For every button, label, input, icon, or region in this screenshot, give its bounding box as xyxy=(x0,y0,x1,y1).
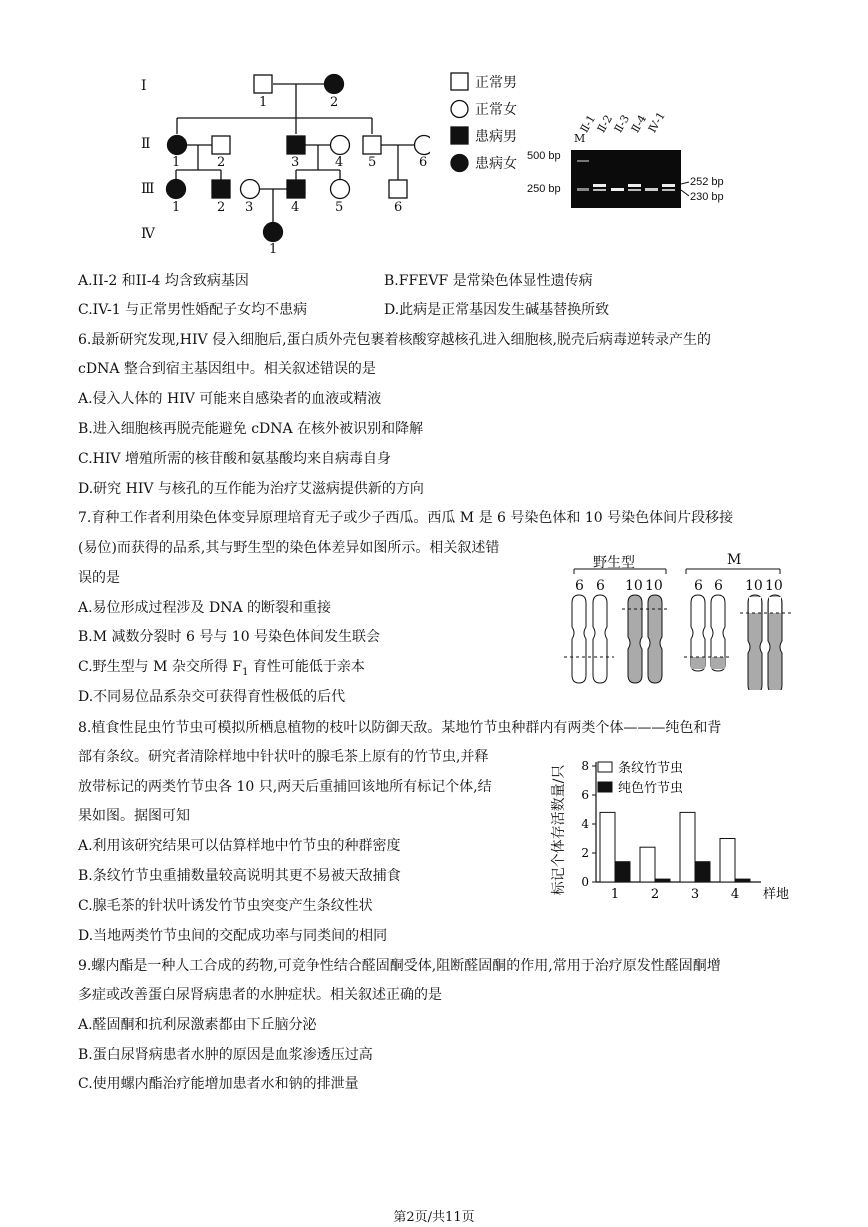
chromosome-label: 10 xyxy=(745,578,763,594)
gel-lane-label: M xyxy=(574,132,586,145)
gel-lane-label: Ⅱ-1 xyxy=(577,112,599,135)
bar-striped xyxy=(720,839,735,883)
q6-option-c: C.HIV 增殖所需的核苷酸和氨基酸均来自病毒自身 xyxy=(78,451,391,467)
bar-solid xyxy=(655,879,670,882)
generation-label: Ⅲ xyxy=(141,181,155,197)
pedigree-III-1 xyxy=(167,180,186,199)
legend-swatch xyxy=(598,762,612,772)
affected-female-icon xyxy=(451,155,468,172)
legend-label: 患病女 xyxy=(475,156,517,172)
bar-solid xyxy=(615,862,630,882)
q7-stem: (易位)而获得的品系,其与野生型的染色体差异如图所示。相关叙述错 xyxy=(78,540,500,556)
q9-stem: 9.螺内酯是一种人工合成的药物,可竞争性结合醛固酮受体,阻断醛固酮的作用,常用于治疗原发性醛固酮增 xyxy=(78,958,721,974)
individual-number: 6 xyxy=(419,155,428,170)
pedigree-II-5 xyxy=(363,136,381,154)
page-footer: 第2页/共11页 xyxy=(393,1210,475,1225)
y-axis-title: 标记个体存活数量/只 xyxy=(551,764,567,896)
chromosome-6 xyxy=(593,595,607,683)
q5-option-c: C.IV-1 与正常男性婚配子女均不患病 xyxy=(78,302,308,318)
pedigree-legend xyxy=(448,70,472,180)
individual-number: 3 xyxy=(245,200,254,215)
individual-number: 5 xyxy=(335,200,344,215)
chromosome-label: 6 xyxy=(694,578,703,594)
individual-number: 2 xyxy=(330,95,339,110)
individual-number: 1 xyxy=(172,155,181,170)
q7-stem: 7.育种工作者利用染色体变异原理培育无子或少子西瓜。西瓜 M 是 6 号染色体和 10 号染色体间片段移接 xyxy=(78,510,734,526)
chromosome-label: 6 xyxy=(596,578,605,594)
q7-stem: 误的是 xyxy=(78,570,120,586)
legend-label: 纯色竹节虫 xyxy=(618,781,684,796)
q8-stem: 部有条纹。研究者清除样地中针状叶的腺毛茶上原有的竹节虫,并释 xyxy=(78,749,489,765)
individual-number: 1 xyxy=(269,242,278,257)
pedigree-I-1 xyxy=(254,75,272,93)
q5-option-b: B.FFEVF 是常染色体显性遗传病 xyxy=(384,273,593,289)
chromosome-6 xyxy=(572,595,586,683)
gel-band-230: 230 bp xyxy=(690,191,724,203)
gel-marker-250: 250 bp xyxy=(527,183,561,195)
bar-solid xyxy=(695,862,710,882)
individual-number: 3 xyxy=(291,155,300,170)
q8-stem: 果如图。据图可知 xyxy=(78,808,190,824)
q6-option-d: D.研究 HIV 与核孔的互作能为治疗艾滋病提供新的方向 xyxy=(78,481,424,497)
q9-option-a: A.醛固酮和抗利尿激素都由下丘脑分泌 xyxy=(78,1017,317,1033)
chromosome-label: 10 xyxy=(765,578,783,594)
pedigree-I-2 xyxy=(325,75,344,94)
q7-option-c: C.野生型与 M 杂交所得 $F_1$ 育性可能低于亲本 xyxy=(78,659,365,678)
legend-swatch xyxy=(598,782,612,792)
pedigree-III-4 xyxy=(287,180,305,198)
q6-option-a: A.侵入人体的 HIV 可能来自感染者的血液或精液 xyxy=(78,391,382,407)
q8-stem: 8.植食性昆虫竹节虫可模拟所栖息植物的枝叶以防御天敌。某地竹节虫种群内有两类个体———纯色和背 xyxy=(78,720,722,736)
gel-marker-500: 500 bp xyxy=(527,150,561,162)
bar-striped xyxy=(680,812,695,882)
pedigree-III-6 xyxy=(389,180,407,198)
pedigree-II-6 xyxy=(415,136,431,155)
gel-lane-label: Ⅱ-4 xyxy=(628,112,650,135)
pedigree-III-2 xyxy=(212,180,230,198)
x-axis-title: 样地 xyxy=(763,887,790,902)
q7-option-b: B.M 减数分裂时 6 号与 10 号染色体间发生联会 xyxy=(78,629,381,645)
x-tick-label: 3 xyxy=(690,887,700,902)
pedigree-II-4 xyxy=(331,136,350,155)
chromosome-label: 10 xyxy=(645,578,663,594)
gel-arrows xyxy=(681,178,691,202)
legend-label: 正常男 xyxy=(475,75,517,91)
legend-label: 条纹竹节虫 xyxy=(618,761,684,776)
individual-number: 2 xyxy=(217,155,226,170)
q8-option-a: A.利用该研究结果可以估算样地中竹节虫的种群密度 xyxy=(78,838,401,854)
chromosome-label: 6 xyxy=(714,578,723,594)
generation-label: Ⅳ xyxy=(141,226,155,242)
individual-number: 6 xyxy=(394,200,403,215)
y-tick-label: 0 xyxy=(581,875,589,889)
q6-stem: 6.最新研究发现,HIV 侵入细胞后,蛋白质外壳包裹着核酸穿越核孔进入细胞核,脱壳后病毒逆转录产生的 xyxy=(78,332,712,348)
q6-option-b: B.进入细胞核再脱壳能避免 cDNA 在核外被识别和降解 xyxy=(78,421,424,437)
q9-stem: 多症或改善蛋白尿肾病患者的水肿症状。相关叙述正确的是 xyxy=(78,987,442,1003)
q7-option-a: A.易位形成过程涉及 DNA 的断裂和重接 xyxy=(78,600,332,616)
normal-male-icon xyxy=(451,73,468,90)
gel-lane-label: Ⅳ-1 xyxy=(645,109,668,135)
bar-chart xyxy=(566,750,796,910)
q5-option-d: D.此病是正常基因发生碱基替换所致 xyxy=(384,302,610,318)
individual-number: 1 xyxy=(172,200,181,215)
q6-stem: cDNA 整合到宿主基因组中。相关叙述错误的是 xyxy=(78,361,376,377)
q9-option-b: B.蛋白尿肾病患者水肿的原因是血浆渗透压过高 xyxy=(78,1047,373,1063)
individual-number: 4 xyxy=(335,155,344,170)
gel-bands xyxy=(571,150,681,208)
legend-label: 患病男 xyxy=(475,129,517,145)
q8-option-c: C.腺毛茶的针状叶诱发竹节虫突变产生条纹性状 xyxy=(78,898,373,914)
pedigree-IV-1 xyxy=(264,223,283,242)
y-tick-label: 4 xyxy=(581,817,589,831)
y-tick-label: 2 xyxy=(581,846,589,860)
q7-option-d: D.不同易位品系杂交可获得育性极低的后代 xyxy=(78,689,346,705)
bar-solid xyxy=(735,879,750,882)
x-tick-label: 1 xyxy=(610,887,620,902)
x-tick-label: 2 xyxy=(650,887,660,902)
gel-lane-label: Ⅱ-2 xyxy=(594,112,616,135)
chromosome-10 xyxy=(648,595,662,683)
q8-option-d: D.当地两类竹节虫间的交配成功率与同类间的相同 xyxy=(78,928,388,944)
individual-number: 4 xyxy=(291,200,300,215)
gel-lane-label: Ⅱ-3 xyxy=(611,112,633,135)
pedigree-II-1 xyxy=(168,136,187,155)
q8-option-b: B.条纹竹节虫重捕数量较高说明其更不易被天敌捕食 xyxy=(78,868,401,884)
chromosome-label: 6 xyxy=(575,578,584,594)
individual-number: 2 xyxy=(217,200,226,215)
q5-option-a: A.II-2 和II-4 均含致病基因 xyxy=(78,273,249,289)
individual-number: 1 xyxy=(259,95,268,110)
pedigree-III-5 xyxy=(331,180,350,199)
figure-label-m: M xyxy=(727,552,742,568)
generation-label: Ⅰ xyxy=(141,78,147,94)
gel-band-252: 252 bp xyxy=(690,176,724,188)
q8-stem: 放带标记的两类竹节虫各 10 只,两天后重捕回该地所有标记个体,结 xyxy=(78,779,492,795)
x-tick-label: 4 xyxy=(730,887,740,902)
affected-male-icon xyxy=(451,127,468,144)
y-axis-title-wrap xyxy=(548,760,568,900)
pedigree-III-3 xyxy=(241,180,260,199)
generation-label: Ⅱ xyxy=(141,136,151,152)
figure-label-wild-type: 野生型 xyxy=(593,555,635,571)
pedigree-II-2 xyxy=(212,136,230,154)
bar-striped xyxy=(640,847,655,882)
chromosome-10 xyxy=(628,595,642,683)
q9-option-c: C.使用螺内酯治疗能增加患者水和钠的排泄量 xyxy=(78,1076,359,1092)
normal-female-icon xyxy=(451,101,468,118)
individual-number: 5 xyxy=(368,155,377,170)
y-tick-label: 8 xyxy=(581,759,589,773)
pedigree-II-3 xyxy=(287,136,305,154)
legend-label: 正常女 xyxy=(475,102,517,118)
bar-striped xyxy=(600,812,615,882)
y-tick-label: 6 xyxy=(581,788,589,802)
chromosome-label: 10 xyxy=(625,578,643,594)
